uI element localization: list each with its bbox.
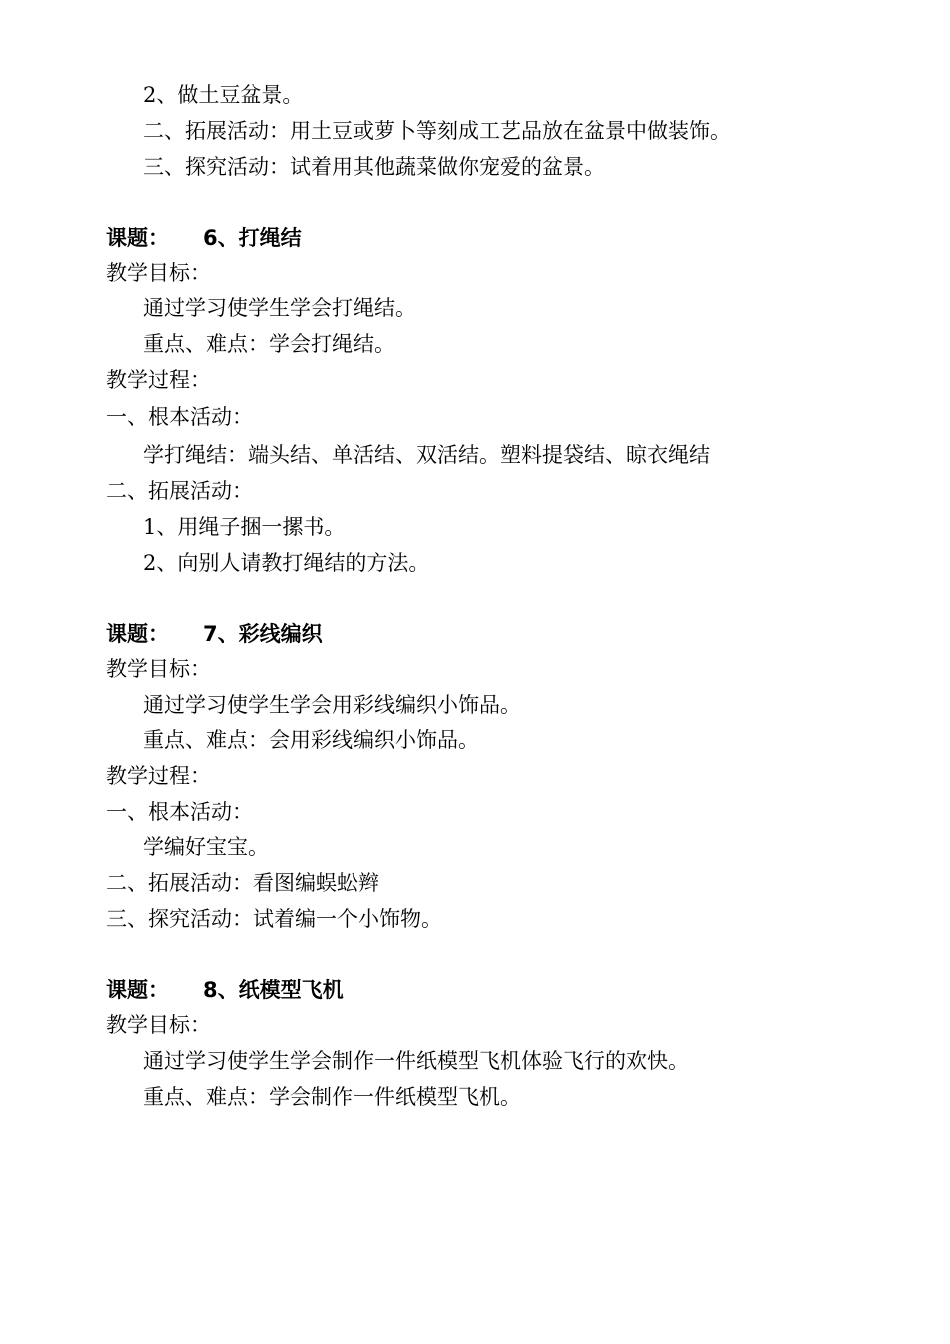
lesson6-goal: 通过学习使学生学会打绳结。 [143,296,416,320]
lesson7-heading [106,621,323,647]
lesson7-label: 课题： [106,622,169,646]
intro-line-2: 二、拓展活动：用土豆或萝卜等刻成工艺品放在盆景中做装饰。 [143,119,731,143]
lesson6-goal-heading: 教学目标： [106,261,211,285]
lesson7-process-heading: 教学过程： [106,764,211,788]
lesson8-heading [106,977,344,1003]
lesson8-key-points: 重点、难点：学会制作一件纸模型飞机。 [143,1085,521,1109]
lesson6-basic-heading: 一、根本活动： [106,405,253,429]
lesson8-title: 8、纸模型飞机 [203,978,344,1002]
lesson6-extend-item-1: 1、用绳子捆一摞书。 [143,515,346,539]
lesson7-basic-heading: 一、根本活动： [106,800,253,824]
lesson6-heading [106,225,302,251]
lesson6-extend-item-2: 2、向别人请教打绳结的方法。 [143,551,430,575]
lesson7-goal: 通过学习使学生学会用彩线编织小饰品。 [143,693,521,717]
lesson7-goal-heading: 教学目标： [106,657,211,681]
lesson6-extend-heading: 二、拓展活动： [106,479,253,503]
lesson6-process-heading: 教学过程： [106,368,211,392]
lesson6-key-points: 重点、难点：学会打绳结。 [143,332,395,356]
lesson8-goal-heading: 教学目标： [106,1013,211,1037]
lesson6-title: 6、打绳结 [203,226,302,250]
lesson6-basic-content: 学打绳结：端头结、单活结、双活结。塑料提袋结、晾衣绳结 [143,443,710,467]
lesson7-extend: 二、拓展活动：看图编蜈蚣辫 [106,871,379,895]
lesson7-title: 7、彩线编织 [203,622,323,646]
lesson7-explore: 三、探究活动：试着编一个小饰物。 [106,907,442,931]
lesson8-goal: 通过学习使学生学会制作一件纸模型飞机体验飞行的欢快。 [143,1049,689,1073]
lesson6-label: 课题： [106,226,169,250]
intro-line-1: 2、做土豆盆景。 [143,83,304,107]
lesson7-basic-content: 学编好宝宝。 [143,835,269,859]
intro-line-3: 三、探究活动：试着用其他蔬菜做你宠爱的盆景。 [143,155,605,179]
lesson8-label: 课题： [106,978,169,1002]
lesson7-key-points: 重点、难点：会用彩线编织小饰品。 [143,728,479,752]
